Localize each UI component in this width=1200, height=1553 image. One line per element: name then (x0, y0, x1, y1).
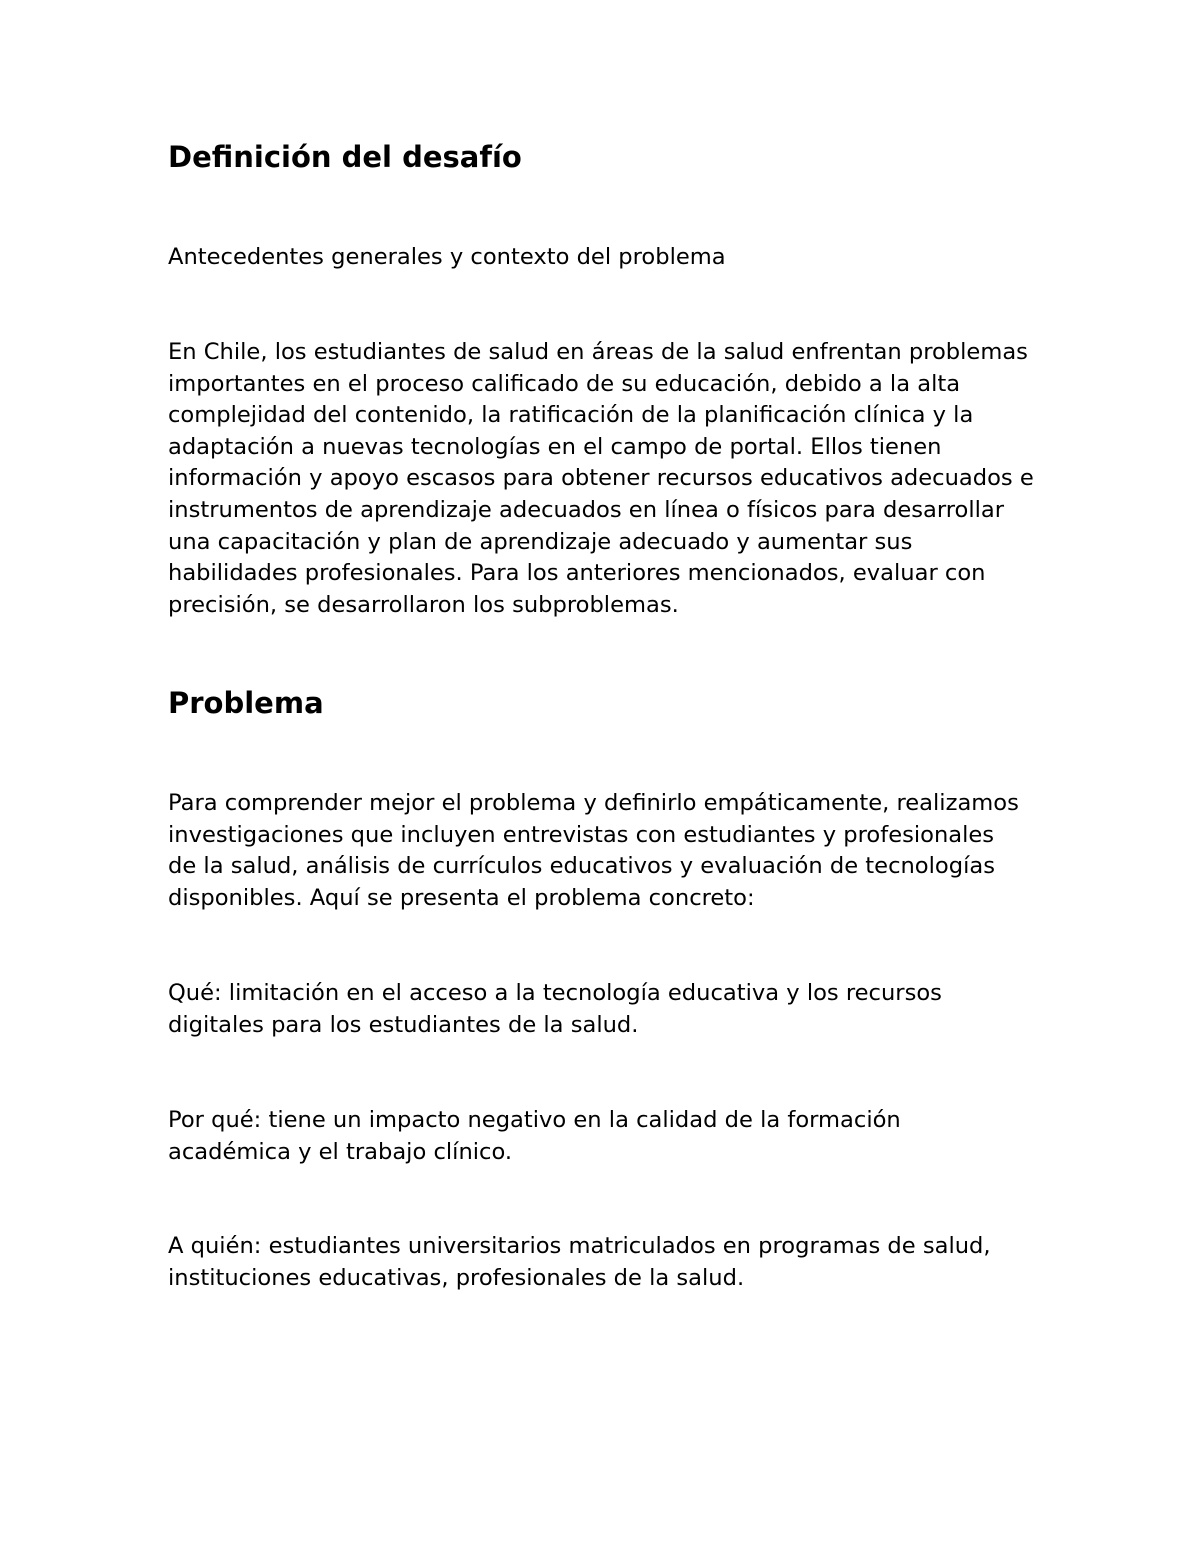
problem-who-paragraph: A quién: estudiantes universitarios matriculados en programas de salud, instituciones educativas, profesionales de la salud. (168, 1233, 991, 1291)
section-subtitle: Antecedentes generales y contexto del problema (168, 244, 726, 270)
problem-why-paragraph: Por qué: tiene un impacto negativo en la calidad de la formación académica y el trabajo clínico. (168, 1107, 901, 1165)
problem-intro-paragraph: Para comprender mejor el problema y definirlo empáticamente, realizamos investigaciones que incluyen entrevistas con estudiantes y profesionales de la salud, análisis de currículos educativos y evaluación de tecnologías disponibles. Aquí se presenta el problema concreto: (168, 790, 1019, 911)
problem-what-paragraph: Qué: limitación en el acceso a la tecnología educativa y los recursos digitales para los estudiantes de la salud. (168, 980, 942, 1038)
context-paragraph: En Chile, los estudiantes de salud en áreas de la salud enfrentan problemas importantes en el proceso calificado de su educación, debido a la alta complejidad del contenido, la ratificación de la planificación clínica y la adaptación a nuevas tecnologías en el campo de portal. Ellos tienen información y apoyo escasos para obtener recursos educativos adecuados e instrumentos de aprendizaje adecuados en línea o físicos para desarrollar una capacitación y plan de aprendizaje adecuado y aumentar sus habilidades profesionales. Para los anteriores mencionados, evaluar con precisión, se desarrollaron los subproblemas. (168, 339, 1034, 618)
section-heading-definicion: Definición del desafío (168, 140, 522, 174)
section-heading-problema: Problema (168, 686, 324, 720)
